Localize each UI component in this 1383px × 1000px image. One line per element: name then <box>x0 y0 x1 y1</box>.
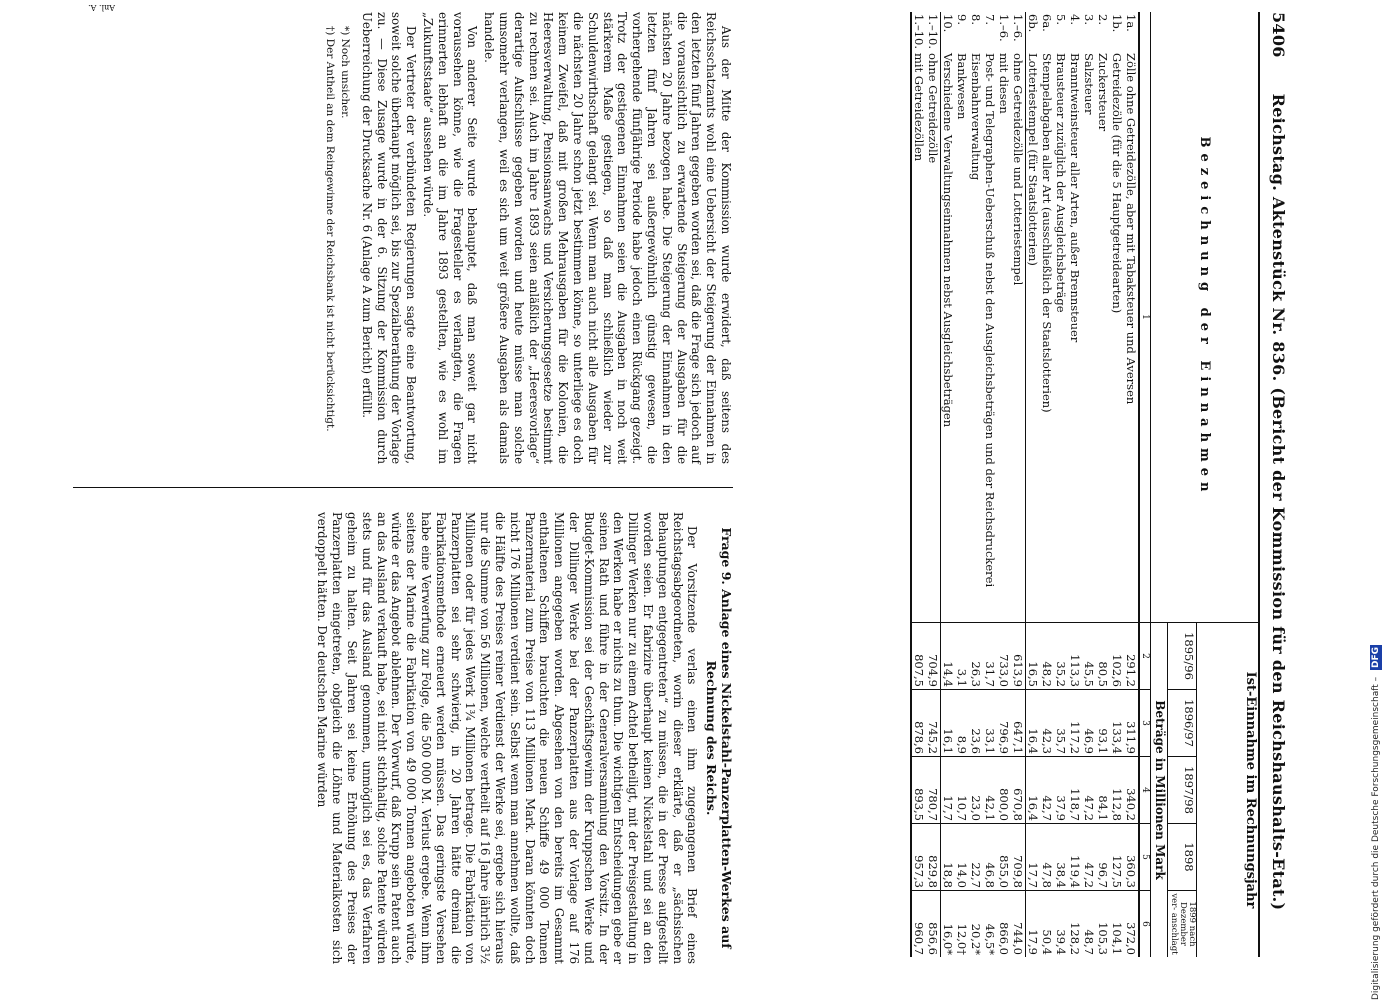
table-row <box>1111 12 1125 957</box>
row-number: 1b. <box>1110 14 1125 33</box>
table-row <box>1055 12 1069 957</box>
dfg-credit-text: Digitalisierung gefördert durch die Deutsche Forschungsgemeinschaft – <box>1371 676 1381 1000</box>
row-label: Branntweinsteuer aller Arten, außer Brennsteuer <box>1068 53 1083 343</box>
table-row <box>912 12 927 957</box>
value-cell: 127,5 <box>1111 824 1125 891</box>
value-cell: 744,0 <box>1012 891 1027 958</box>
row-number: 1.–10. <box>926 14 941 50</box>
left-text-column <box>323 12 733 464</box>
value-cell: 16,5 <box>1026 623 1041 690</box>
value-cell: 829,8 <box>927 824 942 891</box>
paragraph: Aus der Mitte der Kommission wurde erwidert, daß seitens des Reichsschatzamts wohl eine Uebersicht der Steigerung der Einnahmen in den letzten fünf Jahren gegeben worden sei, daß die Frage sich jedoch auf die voraussichtlich zu erwartende Steigerung der Ausgaben für die nächsten 20 Jahre bezogen habe. Die Steigerung der Einnahmen in den letzten fünf Jahren sei außergewöhnlich günstig gewesen, die vorhergehende fünfjährige Periode habe jedoch einen Rückgang gezeigt. Trotz der gestiegenen Einnahmen seien die Ausgaben in noch weit stärkerem Maße gestiegen, so daß man schließlich wieder zur Schuldenwirthschaft gelangt sei. Wenn man auch nicht alle Ausgaben für die nächsten 20 Jahre schon jetzt bestimmen könne, so unterliege es doch keinem Zweifel, daß mit großen Mehrausgaben für die Kolonien, die Heeresverwaltung, Pensionsanwachs und Versicherungsgesetze bestimmt zu rechnen sei. Auch im Jahre 1893 seien anläßlich der „Heeresvorlage“ derartige Aufschlüsse gegeben worden und heute müsse man solche umsomehr verlangen, weil es sich um weit größere Ausgaben als damals handele. <box>482 12 733 464</box>
row-number: 1.–6. <box>1011 14 1026 42</box>
value-cell: 16,4 <box>1026 757 1041 824</box>
table-row <box>927 12 942 957</box>
table-row <box>1125 12 1140 957</box>
row-label: Salzsteuer <box>1082 53 1097 115</box>
value-cell: 14,4 <box>941 623 956 690</box>
dfg-logo: DFG <box>1371 646 1381 668</box>
row-label: Getreidezölle (für die 5 Hauptgetreidearten) <box>1110 53 1125 314</box>
footnote: †) Der Antheil an dem Reingewinne der Reichsbank ist nicht berücksichtigt. <box>324 26 337 432</box>
value-cell: 745,2 <box>927 690 942 757</box>
value-cell: 878,6 <box>912 690 927 757</box>
value-cell: 35,7 <box>1055 690 1069 757</box>
value-cell: 957,3 <box>912 824 927 891</box>
value-cell: 31,7 <box>984 623 998 690</box>
row-label: Post- und Telegraphen-Ueberschuß nebst den Ausgleichsbeträgen und der Reichsdruckerei <box>983 53 998 588</box>
value-cell: 42,1 <box>984 757 998 824</box>
value-cell: 48,7 <box>1083 891 1097 958</box>
table-row <box>998 12 1012 957</box>
right-text-column <box>313 512 733 964</box>
row-label: ohne Getreidezölle <box>926 53 941 164</box>
value-cell: 780,7 <box>927 757 942 824</box>
value-cell: 10,7 <box>956 757 970 824</box>
page-header <box>1269 12 1288 952</box>
value-cell: 16,0* <box>941 891 956 958</box>
value-cell: 46,8 <box>984 824 998 891</box>
column-numbers-row: 1 2 3 4 5 6 <box>1140 12 1152 957</box>
unit-header: Beträge in Millionen Mark <box>1151 623 1168 958</box>
value-cell: 46,5* <box>984 891 998 958</box>
value-cell: 42,7 <box>1041 757 1055 824</box>
row-number: 8. <box>969 14 984 25</box>
value-cell: 93,1 <box>1097 690 1111 757</box>
value-cell: 807,5 <box>912 623 927 690</box>
value-cell: 613,9 <box>1012 623 1027 690</box>
row-number: 2. <box>1096 14 1111 25</box>
year-3: 1897/98 <box>1168 757 1197 824</box>
row-number: 1.–6. <box>997 14 1012 42</box>
value-cell: 37,9 <box>1055 757 1069 824</box>
year-4: 1898 <box>1168 824 1197 891</box>
row-label: Verschiedene Verwaltungseinnahmen nebst Ausgleichsbeträgen <box>941 53 956 428</box>
ist-header: Ist-Einnahme im Rechnungsjahr <box>1197 623 1259 958</box>
value-cell: 3,1 <box>956 623 970 690</box>
value-cell: 733,0 <box>998 623 1012 690</box>
row-label: Zuckersteuer <box>1096 53 1111 132</box>
year-1: 1895/96 <box>1168 623 1197 690</box>
paragraph: Der Vertreter der verbündeten Regierungen sagte eine Beantwortung, soweit solche überhaupt möglich sei, bis zur Spezialberathung der Vorlage zu. — Diese Zusage wurde in der 6. Sitzung der Kommission durch Ueberreichung der Drucksache Nr. 6 (Anlage A zum Bericht) erfüllt. <box>359 12 419 464</box>
value-cell: 14,0 <box>956 824 970 891</box>
value-cell: 119,4 <box>1069 824 1083 891</box>
value-cell: 102,6 <box>1111 623 1125 690</box>
row-label: Lotteriestempel (für Staatslotterien) <box>1026 53 1041 266</box>
revenue-table <box>911 12 1261 957</box>
value-cell: 340,2 <box>1125 757 1140 824</box>
table-row <box>956 12 970 957</box>
margin-note: Anl. A. <box>88 3 115 12</box>
row-label: ohne Getreidezölle und Lotteriestempel <box>1011 53 1026 286</box>
value-cell: 48,2 <box>1041 623 1055 690</box>
value-cell: 23,6 <box>970 690 984 757</box>
dfg-credit <box>1370 520 1383 1000</box>
value-cell: 22,7 <box>970 824 984 891</box>
running-title: Reichstag. Aktenstück Nr. 836. (Bericht der Kommission für den Reichshaushalts-Etat.) <box>1269 93 1288 911</box>
value-cell: 16,1 <box>941 690 956 757</box>
value-cell: 17,7 <box>941 757 956 824</box>
row-number: 4. <box>1068 14 1083 25</box>
row-number: 1.–10. <box>912 14 927 50</box>
row-number: 9. <box>955 14 970 25</box>
value-cell: 50,4 <box>1041 891 1055 958</box>
value-cell: 796,9 <box>998 690 1012 757</box>
row-number: 3. <box>1082 14 1097 25</box>
value-cell: 17,9 <box>1026 891 1041 958</box>
value-cell: 311,9 <box>1125 690 1140 757</box>
row-number: 10. <box>941 14 956 33</box>
value-cell: 39,4 <box>1055 891 1069 958</box>
table-row <box>1069 12 1083 957</box>
value-cell: 670,8 <box>1012 757 1027 824</box>
value-cell: 104,1 <box>1111 891 1125 958</box>
value-cell: 47,2 <box>1083 757 1097 824</box>
value-cell: 38,4 <box>1055 824 1069 891</box>
column-divider <box>73 487 733 488</box>
value-cell: 12,0† <box>956 891 970 958</box>
value-cell: 112,8 <box>1111 757 1125 824</box>
row-label: Zölle ohne Getreidezölle, aber mit Tabaksteuer und Aversen <box>1124 53 1139 405</box>
rows-group-b <box>941 12 1026 957</box>
value-cell: 291,2 <box>1125 623 1140 690</box>
value-cell: 84,1 <box>1097 757 1111 824</box>
col1-header: Bezeichnung der Einnahmen <box>1151 12 1259 623</box>
row-number: 6b. <box>1026 14 1041 33</box>
year-2: 1896/97 <box>1168 690 1197 757</box>
value-cell: 105,3 <box>1097 891 1111 958</box>
value-cell: 47,2 <box>1083 824 1097 891</box>
table-row <box>1041 12 1055 957</box>
table-row <box>1012 12 1027 957</box>
table-row <box>984 12 998 957</box>
row-label: Bankwesen <box>955 53 970 120</box>
value-cell: 46,9 <box>1083 690 1097 757</box>
value-cell: 96,7 <box>1097 824 1111 891</box>
value-cell: 893,5 <box>912 757 927 824</box>
value-cell: 17,7 <box>1026 824 1041 891</box>
value-cell: 647,1 <box>1012 690 1027 757</box>
footnote: *) Noch unsicher. <box>339 26 352 119</box>
value-cell: 800,0 <box>998 757 1012 824</box>
value-cell: 117,2 <box>1069 690 1083 757</box>
table-row <box>941 12 956 957</box>
value-cell: 856,6 <box>927 891 942 958</box>
value-cell: 35,2 <box>1055 623 1069 690</box>
value-cell: 866,0 <box>998 891 1012 958</box>
table-row <box>1083 12 1097 957</box>
value-cell: 113,3 <box>1069 623 1083 690</box>
value-cell: 133,4 <box>1111 690 1125 757</box>
value-cell: 45,5 <box>1083 623 1097 690</box>
row-number: 7. <box>983 14 998 25</box>
value-cell: 8,9 <box>956 690 970 757</box>
value-cell: 20,2* <box>970 891 984 958</box>
row-label: Stempelabgaben aller Art (ausschließlich der Staatslotterien) <box>1040 53 1055 413</box>
value-cell: 23,0 <box>970 757 984 824</box>
value-cell: 704,9 <box>927 623 942 690</box>
value-cell: 16,4 <box>1026 690 1041 757</box>
row-label: mit diesen <box>997 53 1012 114</box>
row-number: 1a. <box>1124 14 1139 32</box>
value-cell: 128,2 <box>1069 891 1083 958</box>
value-cell: 26,3 <box>970 623 984 690</box>
year-5: 1899 nach Dezember ver- anschlagt <box>1168 891 1197 958</box>
row-number: 5. <box>1054 14 1069 25</box>
page-number: 5406 <box>1269 12 1288 58</box>
row-label: Eisenbahnverwaltung <box>969 53 984 181</box>
row-number: 6a. <box>1040 14 1055 32</box>
table-row <box>1026 12 1041 957</box>
value-cell: 80,5 <box>1097 623 1111 690</box>
table-row <box>1097 12 1111 957</box>
value-cell: 18,8 <box>941 824 956 891</box>
rows-group-c <box>912 12 942 957</box>
value-cell: 33,1 <box>984 690 998 757</box>
table-row <box>970 12 984 957</box>
question-heading: Frage 9. Anlage eines Nickelstahl-Panzerplatten-Werkes auf Rechnung des Reichs. <box>704 527 734 949</box>
row-label: Brausteuer zuzüglich der Ausgleichsbeträge <box>1054 53 1069 313</box>
row-label: mit Getreidezöllen <box>912 53 927 162</box>
value-cell: 960,7 <box>912 891 927 958</box>
value-cell: 42,3 <box>1041 690 1055 757</box>
value-cell: 360,3 <box>1125 824 1140 891</box>
paragraph: Der Vorsitzende verlas einen ihm zugegangenen Brief eines Reichstagsabgeordneten, worin dieser erklärte, daß er „sächsischen Behauptungen entgegentreten“ zu müssen, die in der Presse aufgestellt worden seien. Er fabrizire überhaupt keinen Nickelstahl und sei an den Dillinger Werken nur zu einem Achtel betheiligt, mit der Preisgestaltung in den Werken habe er nichts zu thun. Die wichtigen Entscheidungen gebe er seinen Rath und führe in der Generalversammlung den Vorsitz. In der Budget-Kommission sei der Geschäftsgewinn der Kruppschen Werke und der Dillinger Werke bei der Panzerplatten aus der Vorlage auf 176 Millionen angegeben worden. Abgesehen von den bereits im Gesammt enthaltenen Schiffen brauchten die neuen Schiffe 49 000 Tonnen Panzermaterial zum Preise von 113 Millionen Mark. Daran könnten doch nicht 176 Millionen verdient sein. Selbst wenn man annehmen wollte, daß die Hälfte des Preises reiner Verdienst der Werke sei, ergebe sich hieraus nur die Summe von 56 Millionen, welche vertheilt auf 16 Jahre jährlich 3½ Millionen oder für jedes Werk 1¾ Millionen betrage. Die Fabrikation von Panzerplatten sei sehr schwierig, in 20 Jahren hätte dreimal die Fabrikationsmethode erneuert werden müssen. Das geringste Versehen habe eine Verwerfung zur Folge, die 500 000 M. Verlust ergebe. Wenn ihm seitens der Marine die Fabrikation von 49 000 Tonnen angeboten würde, würde er das Angebot ablehnen. Der Vorwurf, daß Krupp sein Patent auch an das Ausland verkauft habe, sei nicht stichhaltig, solche Patente würden stets und für das Ausland genommen, unmöglich sei es, das Verfahren geheim zu halten. Seit Jahren sei keine Erhöhung des Preises der Panzerplatten eingetreten, obgleich die Löhne und Materialkosten sich verdoppelt hätten. Der deutschen Marine würden <box>315 512 700 964</box>
paragraph: Von anderer Seite wurde behauptet, daß man soweit gar nicht voraussehen könne, wie die Fragesteller es verlangten, die Fragen erinnerten lebhaft an die im Jahre 1893 gestellten, wie es wohl im „Zukunftsstaate“ aussehen würde. <box>421 12 480 464</box>
value-cell: 118,7 <box>1069 757 1083 824</box>
value-cell: 855,0 <box>998 824 1012 891</box>
value-cell: 372,0 <box>1125 891 1140 958</box>
value-cell: 47,8 <box>1041 824 1055 891</box>
rows-group-a <box>1026 12 1140 957</box>
value-cell: 709,8 <box>1012 824 1027 891</box>
